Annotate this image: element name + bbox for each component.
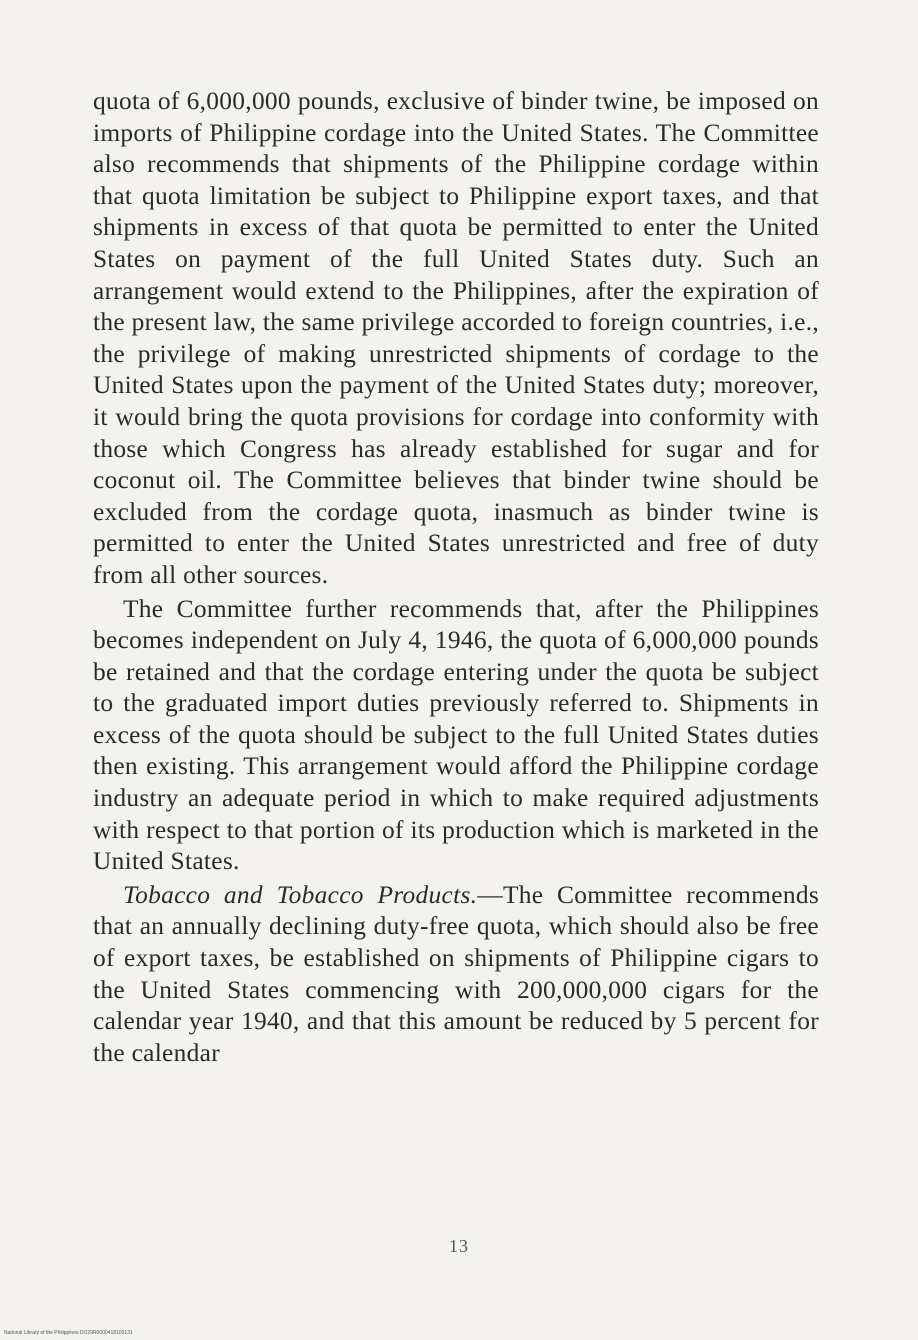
paragraph-tobacco-text: —The Committee recommends that an annually declining duty-free quota, which should also be free of export taxes, be established on shipments of Philippine cigars to the United States commencing with 200,000,000 cigars for the calendar year 1940, and that this amount be reduced by 5 percent for the calendar — [93, 880, 819, 1067]
paragraph-cordage-quota: quota of 6,000,000 pounds, exclusive of binder twine, be imposed on imports of Philippine cordage into the United States. The Committee also recommends that shipments of the Philippine cordage within that quota limitation be subject to Philippine export taxes, and that shipments in excess of that quota be permitted to enter the United States on payment of the full United States duty. Such an arrangement would extend to the Philippines, after the expiration of the present law, the same privilege accorded to foreign countries, i.e., the privilege of making unrestricted shipments of cordage to the United States upon the payment of the United States duty; moreover, it would bring the quota provisions for cordage into conformity with those which Congress has already established for sugar and for coconut oil. The Committee believes that binder twine should be excluded from the cordage quota, inasmuch as binder twine is permitted to enter the United States unrestricted and free of duty from all other sources. — [93, 87, 819, 589]
footer-credit: National Library of the Philippines DO29R0000418100131 — [4, 1330, 133, 1336]
document-body — [93, 86, 819, 1069]
paragraph-tobacco — [93, 880, 819, 1070]
page-number: 13 — [449, 1236, 469, 1256]
paragraph-independence-recommendation: The Committee further recommends that, after the Philippines becomes independent on July 4, 1946, the quota of 6,000,000 pounds be retained and that the cordage entering under the quota be subject to the graduated import duties previously referred to. Shipments in excess of the quota should be subject to the full United States duties then existing. This arrangement would afford the Philippine cordage industry an adequate period in which to make required adjustments with respect to that portion of its production which is marketed in the United States. — [93, 594, 819, 876]
section-heading-tobacco: Tobacco and Tobacco Products. — [123, 880, 478, 909]
